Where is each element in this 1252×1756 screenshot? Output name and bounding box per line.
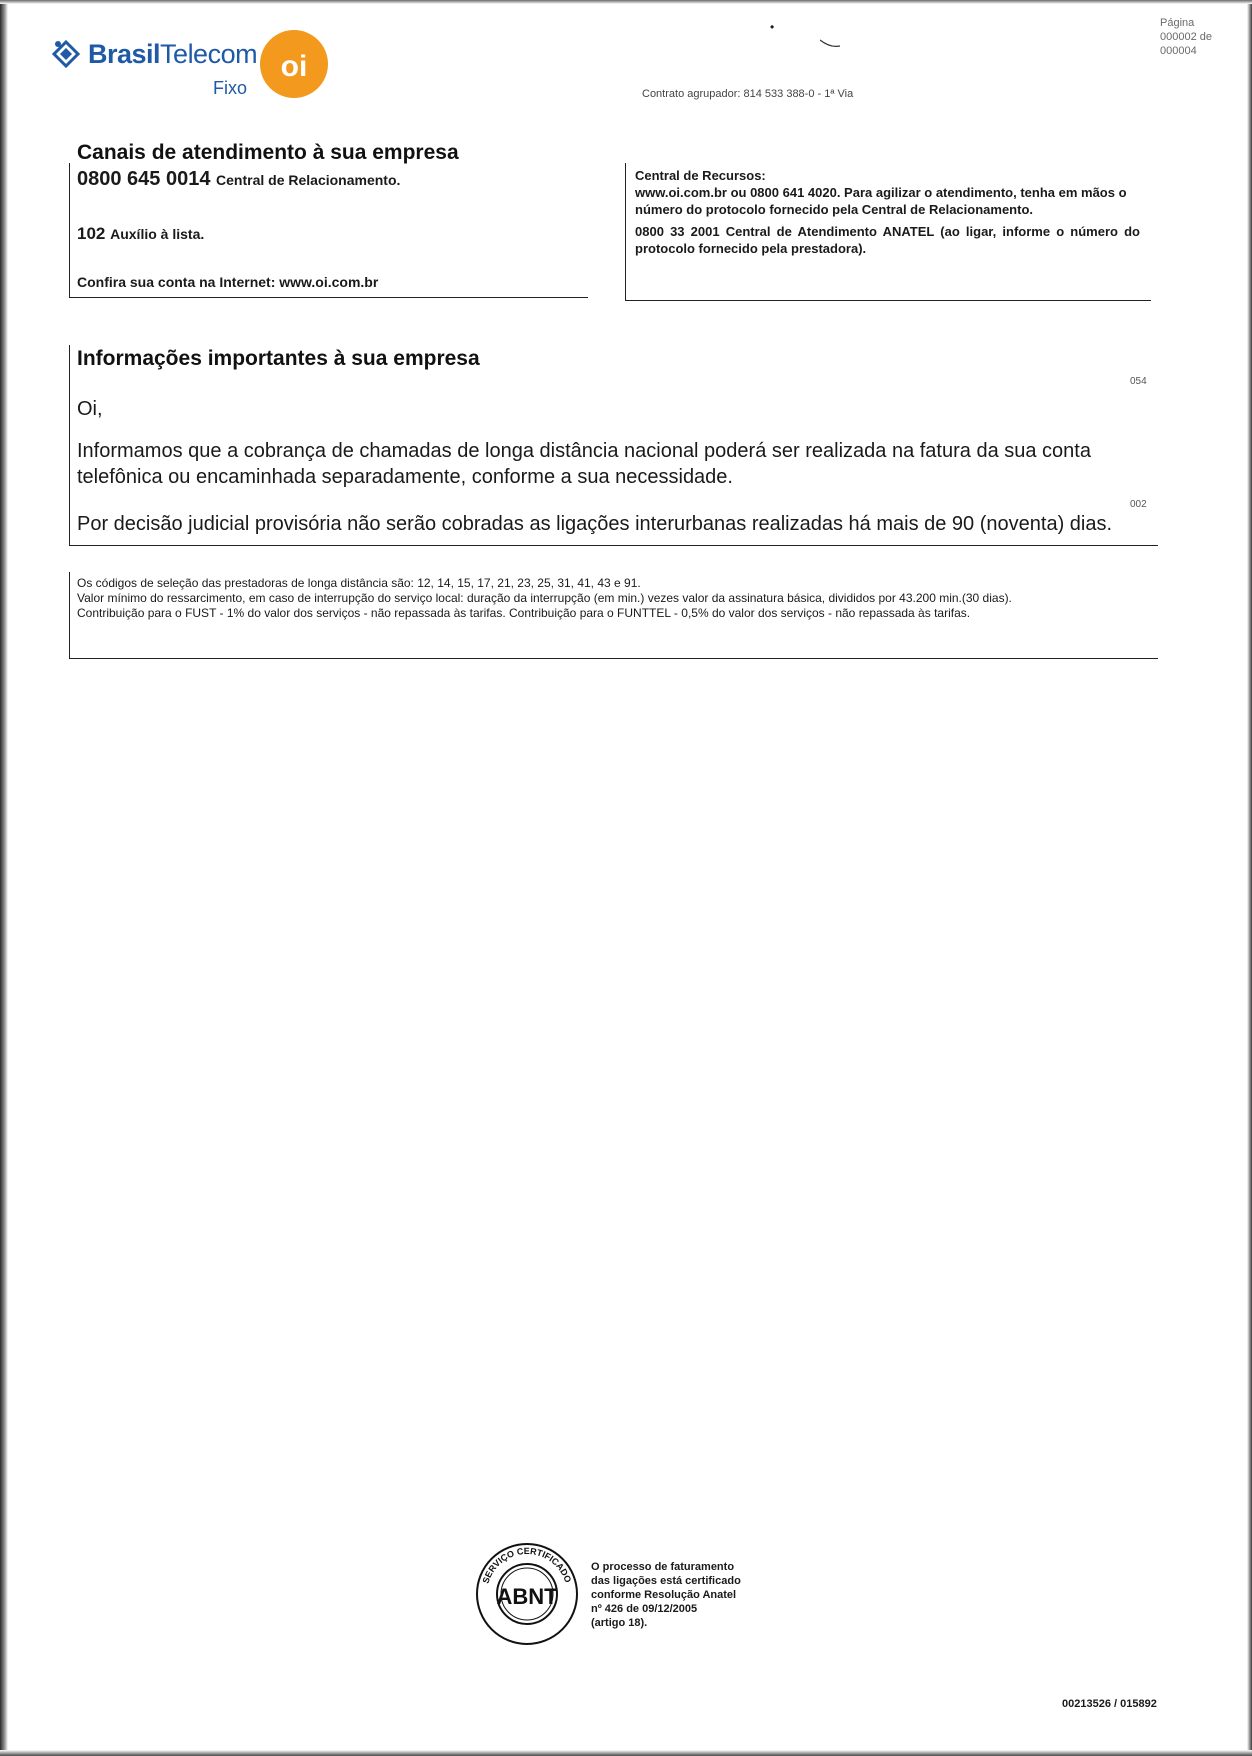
- scan-speck: •: [770, 20, 775, 34]
- greeting: Oi,: [77, 398, 103, 420]
- document-code: 00213526 / 015892: [1062, 1698, 1157, 1710]
- scan-edge-bottom: [0, 1750, 1252, 1756]
- message-code: 002: [1130, 499, 1147, 510]
- auxilio-lista-line: 102 Auxílio à lista.: [77, 224, 205, 243]
- page-number: Página 000002 de 000004: [1160, 17, 1212, 57]
- scan-mark: [820, 38, 842, 50]
- info-paragraph-2: Por decisão judicial provisória não serão cobradas as ligações interurbanas realizadas há mais de 90 (noventa) dias.: [77, 513, 1113, 535]
- info-title: Informações importantes à sua empresa: [77, 347, 480, 370]
- info-paragraph-1: Informamos que a cobrança de chamadas de longa distância nacional poderá ser realizada na fatura da sua conta telefônica ou encaminhada separadamente, conforme a sua necessidade.: [77, 440, 1091, 488]
- svg-text:oi: oi: [280, 50, 308, 83]
- scan-edge-left: [0, 0, 8, 1756]
- abnt-certification-text: O processo de faturamento das ligações está certificado conforme Resolução Anatel nº 426 de 09/12/2005 (artigo 18).: [591, 1561, 741, 1629]
- central-recursos: Central de Recursos: www.oi.com.br ou 0800 641 4020. Para agilizar o atendimento, tenha em mãos o número do protocolo fornecido pela Central de Relacionamento. 0800 33 2001 Central de Atendimento ANATEL (ao ligar, informe o número do protocolo fornecido pela prestadora).: [635, 168, 1140, 256]
- svg-text:SERVIÇO CERTIFICADO: SERVIÇO CERTIFICADO: [480, 1545, 574, 1585]
- oi-logo: [258, 28, 330, 100]
- abnt-seal: [473, 1536, 581, 1646]
- confira-link[interactable]: Confira sua conta na Internet: www.oi.com.br: [77, 274, 379, 290]
- brasiltelecom-logo: [50, 38, 257, 70]
- legal-notes: Os códigos de seleção das prestadoras de longa distância são: 12, 14, 15, 17, 21, 23, 25, 31, 41, 43 e 91. Valor mínimo do ressarcimento, em caso de interrupção do serviço local: duração da interrupção (em min.) vezes valor da assinatura básica, divididos por 43.200 min.(30 dias). Contribuição para o FUST - 1% do valor dos serviços - não repassada às tarifas. Contribuição para o FUNTTEL - 0,5% do valor dos serviços - não repassada às tarifas.: [77, 576, 1012, 620]
- central-relacionamento-line: 0800 645 0014 Central de Relacionamento.: [77, 168, 401, 190]
- brand-subtitle: Fixo: [213, 78, 248, 98]
- contract-number: Contrato agrupador: 814 533 388-0 - 1ª Via: [642, 88, 854, 100]
- brand-name: BrasilTelecom: [88, 38, 258, 69]
- canais-title: Canais de atendimento à sua empresa: [77, 141, 459, 164]
- scan-edge-top: [0, 0, 1252, 4]
- scan-edge-right: [1247, 0, 1252, 1756]
- message-code: 054: [1130, 376, 1147, 387]
- svg-text:ABNT: ABNT: [496, 1584, 558, 1609]
- brasiltelecom-emblem-icon: [50, 38, 82, 70]
